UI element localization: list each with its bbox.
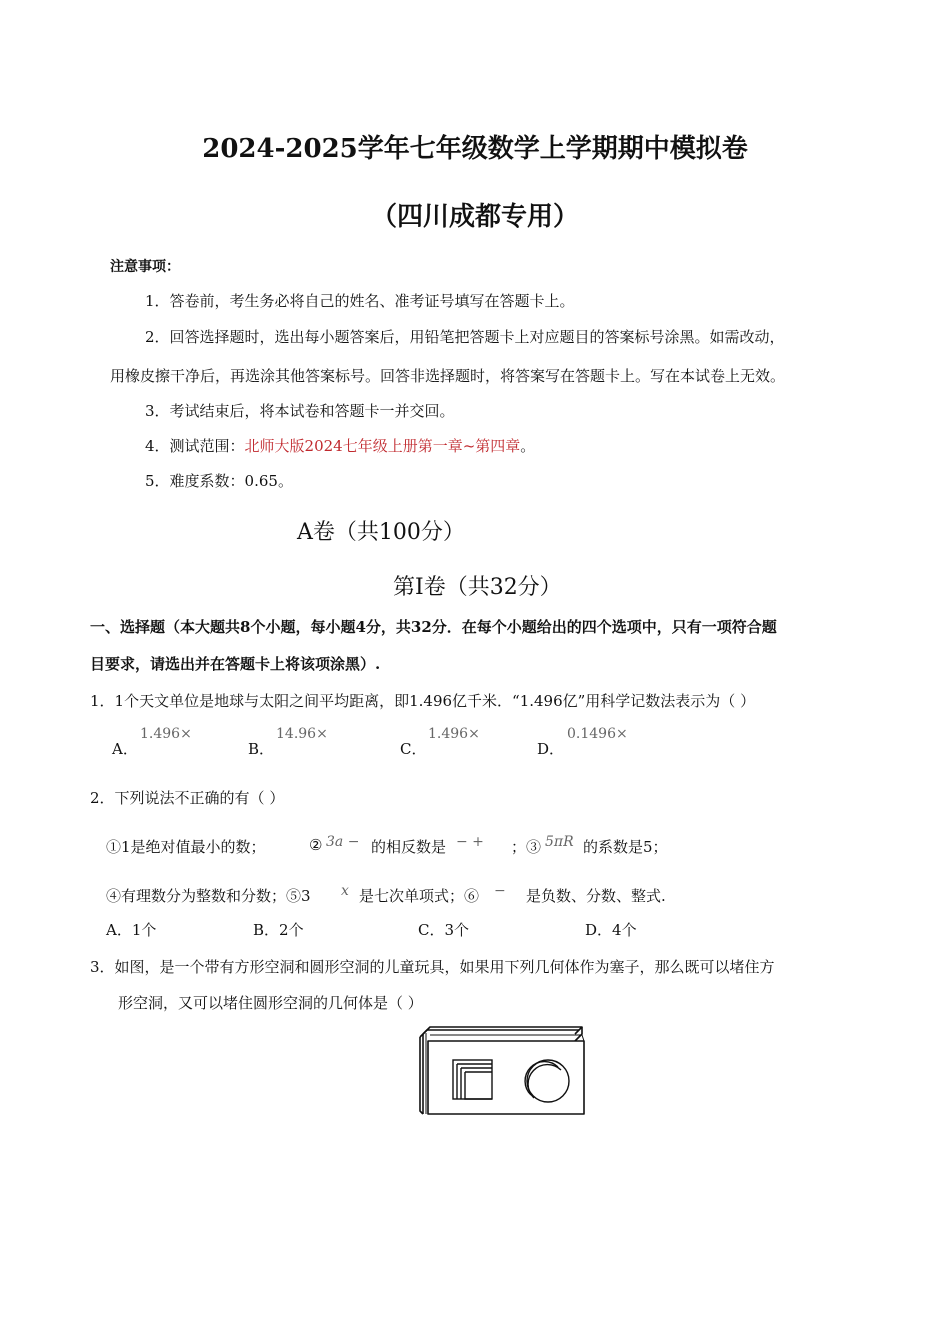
q2-statement-3-math	[545, 834, 574, 850]
q1-option-b-expr: 14.96×	[276, 726, 328, 742]
round-hole	[525, 1060, 569, 1102]
q2-option-d: D．4个	[585, 921, 637, 939]
page-subtitle: （四川成都专用）	[370, 202, 579, 232]
notice-item-2a: 2．回答选择题时，选出每小题答案后，用铅笔把答题卡上对应题目的答案标号涂黑。如需改动，	[145, 328, 785, 346]
q2-option-a: A．1个	[106, 921, 157, 939]
q2-statement-5-math	[341, 883, 349, 899]
q1-option-c-expr: 1.496×	[428, 726, 480, 742]
q1-option-d-expr: 0.1496×	[567, 726, 628, 742]
q2-statement-2-num: ②	[309, 836, 323, 854]
toy-figure	[416, 1024, 592, 1118]
q1-option-d-label: D．	[537, 740, 565, 758]
q2-stem: 2．下列说法不正确的有（ ）	[90, 789, 285, 807]
q2-statement-3-text: 的系数是5；	[583, 838, 668, 856]
test-scope: 北师大版2024七年级上册第一章~第四章	[244, 437, 521, 455]
q2-statement-5-expr: x	[341, 883, 349, 899]
notice-item-2b: 用橡皮擦干净后，再选涂其他答案标号。回答非选择题时，将答案写在答题卡上。写在本试卷上无效。	[110, 367, 786, 385]
q1-stem: 1．1个天文单位是地球与太阳之间平均距离，即1.496亿千米．“1.496亿”用科学记数法表示为（ ）	[90, 692, 756, 710]
section-1-heading: 第Ⅰ卷（共32分）	[393, 575, 562, 600]
q2-statement-2-math	[326, 834, 359, 850]
section-a-heading: A卷（共100分）	[297, 520, 465, 545]
q2-statement-4-5: ④有理数分为整数和分数；⑤3	[106, 887, 311, 905]
q3-stem-line1: 3．如图，是一个带有方形空洞和圆形空洞的儿童玩具，如果用下列几何体作为塞子，那么既可以堵住方	[90, 958, 775, 976]
q2-statement-3-expr: 5πR	[545, 834, 574, 850]
notice-heading: 注意事项：	[110, 259, 180, 275]
notice-item-4-prefix: 4．测试范围：	[145, 437, 245, 455]
q2-statement-2-expr: 3a −	[326, 834, 360, 850]
part1-instructions-line1: 一、选择题（本大题共8个小题，每小题4分，共32分．在每个小题给出的四个选项中，只有一项符合题	[90, 618, 777, 636]
notice-item-3: 3．考试结束后，将本试卷和答题卡一并交回。	[145, 402, 455, 420]
q2-statement-2-answer: − +	[456, 834, 484, 850]
notice-item-5: 5．难度系数：0.65。	[145, 472, 293, 490]
q2-statement-6-text: 是负数、分数、整式.	[526, 887, 666, 905]
notice-item-4	[145, 435, 535, 456]
q1-option-c-label: C．	[400, 740, 427, 758]
part1-instructions-line2: 目要求，请选出并在答题卡上将该项涂黑）.	[90, 655, 381, 673]
notice-item-1: 1．答卷前，考生务必将自己的姓名、准考证号填写在答题卡上。	[145, 292, 575, 310]
notice-item-4-suffix: 。	[520, 437, 536, 455]
q1-option-a-label: A．	[112, 740, 138, 758]
q2-option-c: C．3个	[418, 921, 470, 939]
q2-statement-3-num: ；③	[511, 838, 542, 856]
q2-statement-1: ①1是绝对值最小的数；	[106, 838, 266, 856]
q2-option-b: B．2个	[253, 921, 304, 939]
q2-statement-2-text: 的相反数是	[371, 838, 447, 856]
q3-stem-line2: 形空洞，又可以堵住圆形空洞的几何体是（ ）	[118, 994, 423, 1012]
q1-option-b-label: B．	[248, 740, 275, 758]
q1-option-a-expr: 1.496×	[140, 726, 192, 742]
square-hole	[453, 1060, 492, 1099]
q2-statement-5-6: 是七次单项式；⑥	[359, 887, 480, 905]
page-title: 2024-2025学年七年级数学上学期期中模拟卷	[202, 134, 748, 164]
q2-statement-6-math: −	[494, 883, 506, 899]
